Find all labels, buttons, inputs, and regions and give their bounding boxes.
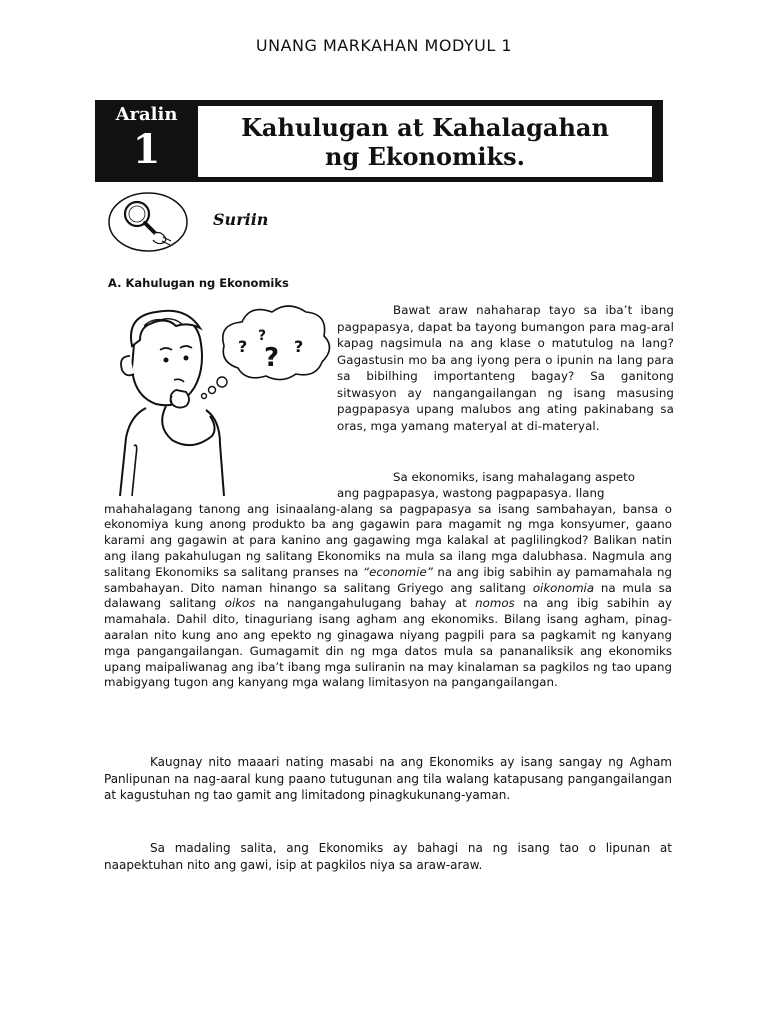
lesson-banner (95, 100, 663, 182)
paragraph-4: Sa madaling salita, ang Ekonomiks ay bahagi na ng isang tao o lipunan at naapektuhan nito ang gawi, isip at pagkilos niya sa araw-araw. (104, 841, 672, 872)
paragraph-2-lead-2: ang pagpapasya, wastong pagpapasya. Ilang (337, 485, 605, 500)
paragraph-2-term-nomos: nomos (475, 596, 515, 611)
lesson-title: Kahulugan at Kahalagahan ng Ekonomiks. (241, 112, 609, 171)
thought-mark-4: ? (294, 337, 304, 356)
lesson-badge (95, 100, 198, 182)
section-heading-a: A. Kahulugan ng Ekonomiks (108, 276, 289, 290)
thought-mark-2: ? (258, 328, 267, 344)
paragraph-2-term-economie: “economie” (362, 564, 433, 579)
thinking-boy-illustration (104, 296, 336, 496)
paragraph-2-text-b: na ang ibig sabihin ay pamamahala ng sambahayan. Dito naman hinango sa salitang Griyego ang salitang (104, 564, 672, 595)
paragraph-2-text-d: na nangangahulugang bahay at (255, 596, 476, 611)
lesson-badge-number: 1 (132, 126, 161, 173)
page-header-title: UNANG MARKAHAN MODYUL 1 (255, 36, 513, 55)
lesson-badge-word: Aralin (115, 104, 178, 125)
paragraph-intro (337, 302, 674, 434)
paragraph-2-text-c: na mula sa dalawang salitang (104, 580, 672, 611)
thought-mark-3: ? (264, 343, 280, 373)
paragraph-1: Bawat araw nahaharap tayo sa iba’t ibang pagpapasya, dapat ba tayong bumangon para mag-aral kapag nagsimula na ang klase o matutulog na lang? Gagastusin mo ba ang iyong pera o ipunin na lang para sa bibilhing importanteng bagay? Sa ganitong sitwasyon ay nangangailangan ng isang masusing pagpapasya upang malubos ang ating pakinabang sa oras, mga yamang materyal at di-materyal. (337, 303, 674, 433)
magnifying-glass-icon (107, 191, 189, 253)
paragraph-2-text-a: mahahalagang tanong ang isinaalang-alang sa pagpapasya sa isang sambahayan, bansa o ekonomiya kung anong produkto ba ang gagawin para magamit ng mga konsyumer, gaano karami ang gagawin at para kanino ang gagawing mga kalakal at paglilingkod? Balikan natin ang ilang pakahulugan ng salitang Ekonomiks na mula sa ilang mga dalubhasa. Nagmula ang salitang Ekonomiks sa salitang pranses na (104, 501, 672, 579)
paragraph-2-term-oikonomia: oikonomia (532, 580, 595, 595)
paragraph-3: Kaugnay nito maaari nating masabi na ang Ekonomiks ay isang sangay ng Agham Panlipunan na nag-aaral kung paano tutugunan ang tila walang katapusang pangangailangan at kagustuhan ng tao gamit ang limitadong pinagkukunang-yaman. (104, 755, 672, 802)
paragraph-2-lead-1: Sa ekonomiks, isang mahalagang aspeto (393, 470, 635, 484)
section-label-suriin: Suriin (213, 210, 269, 229)
paragraph-2 (104, 470, 672, 691)
thought-mark-1: ? (238, 337, 248, 356)
paragraph-2-term-oikos: oikos (224, 596, 256, 611)
lesson-title-box (198, 106, 652, 177)
paragraph-2-text-e: na ang ibig sabihin ay mamahala. Dahil dito, tinaguriang isang agham ang ekonomiks. Bilang isang agham, pinag-aaralan nito kung ano ang epekto ng ginagawa niyang pagpili para sa pagkamit ng kanyang mga pangangailangan. Gumagamit din ng mga datos mula sa pananaliksik ang ekonomiks upang maipaliwanag ang iba’t ibang mga suliranin na may kinalaman sa pagkilos ng tao upang mabigyang tugon ang kanyang mga walang limitasyon na pangangailangan. (104, 596, 672, 690)
